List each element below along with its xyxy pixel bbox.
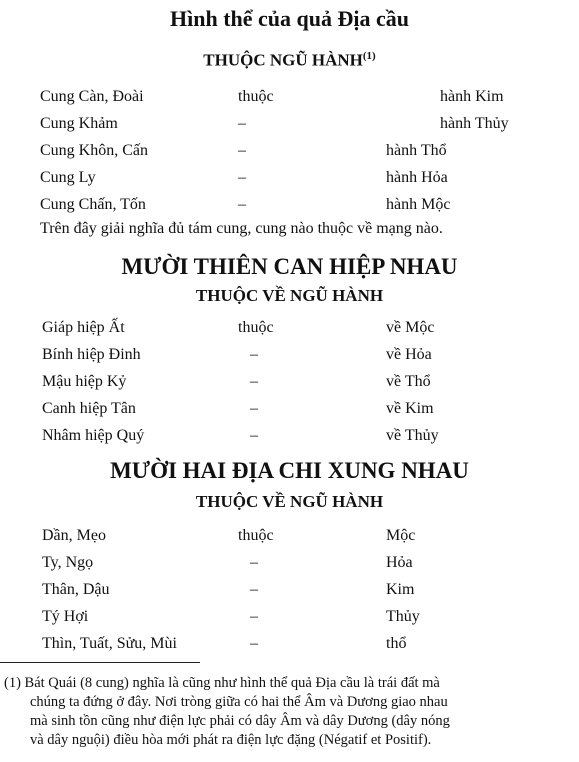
row-name: Bính hiệp Đinh — [42, 346, 141, 363]
row-name: Tý Hợi — [42, 608, 89, 625]
section3-subheading: THUỘC VỀ NGŨ HÀNH — [195, 492, 384, 511]
footnote-line: mà sinh tồn cũng như điện lực phải có dây Âm và dây Dương (dây nóng — [30, 713, 450, 729]
row-name: Ty, Ngọ — [42, 554, 94, 571]
section1-heading: THUỘC NGŨ HÀNH$^{(1)}$ — [203, 50, 376, 70]
row-mid: thuộc — [238, 527, 274, 544]
row-name: Giáp hiệp Ất — [42, 319, 125, 336]
row-mid: – — [238, 196, 246, 213]
row-name: Cung Chấn, Tốn — [40, 196, 146, 213]
footnote-line: và dây nguội) điều hòa mới phát ra điện lực đặng (Négatif et Positif). — [30, 732, 432, 748]
row-name: Cung Ly — [40, 169, 96, 186]
row-mid: – — [250, 346, 258, 363]
row-mid: – — [250, 635, 258, 652]
row-value: hành Mộc — [386, 196, 451, 213]
page-title: Hình thể của quả Địa cầu — [170, 6, 409, 31]
row-mid: – — [238, 142, 246, 159]
row-value: hành Kim — [440, 88, 504, 105]
row-mid: – — [250, 400, 258, 417]
section1-summary: Trên đây giải nghĩa đủ tám cung, cung nào thuộc về mạng nào. — [40, 220, 443, 237]
row-value: Mộc — [386, 527, 416, 544]
row-value: hành Thổ — [386, 142, 447, 159]
row-mid: thuộc — [238, 88, 274, 105]
row-name: Nhâm hiệp Quý — [42, 427, 145, 444]
row-name: Mậu hiệp Kỷ — [42, 373, 127, 390]
row-mid: – — [238, 115, 246, 132]
row-value: Thủy — [386, 608, 420, 625]
row-name: Canh hiệp Tân — [42, 400, 136, 417]
footnote-divider — [0, 662, 200, 663]
row-value: về Thổ — [386, 373, 431, 390]
section2-heading: MƯỜI THIÊN CAN HIỆP NHAU — [121, 254, 458, 279]
row-name: Cung Khảm — [40, 115, 118, 132]
row-value: về Hỏa — [386, 346, 432, 363]
row-mid: – — [250, 427, 258, 444]
row-mid: – — [250, 608, 258, 625]
row-value: về Thủy — [386, 427, 439, 444]
row-mid: – — [238, 169, 246, 186]
row-mid: – — [250, 581, 258, 598]
row-value: hành Thủy — [440, 115, 509, 132]
section3-heading: MƯỜI HAI ĐỊA CHI XUNG NHAU — [110, 458, 469, 483]
row-mid: – — [250, 373, 258, 390]
row-value: về Kim — [386, 400, 434, 417]
row-name: Cung Càn, Đoài — [40, 88, 144, 105]
row-name: Thìn, Tuất, Sửu, Mùi — [42, 635, 177, 652]
footnote-line: chúng ta đứng ở đây. Nơi tròng giữa có hai thể Âm và Dương giao nhau — [30, 694, 448, 710]
row-value: hành Hỏa — [386, 169, 448, 186]
row-name: Thân, Dậu — [42, 581, 110, 598]
row-mid: thuộc — [238, 319, 274, 336]
row-value: về Mộc — [386, 319, 435, 336]
row-name: Cung Khôn, Cấn — [40, 142, 148, 159]
footnote-line: (1) Bát Quái (8 cung) nghĩa là cũng như hình thể quả Địa cầu là trái đất mà — [4, 675, 440, 691]
row-value: Kim — [386, 581, 415, 598]
row-mid: – — [250, 554, 258, 571]
section2-subheading: THUỘC VỀ NGŨ HÀNH — [195, 286, 384, 305]
row-value: thổ — [386, 635, 407, 652]
row-value: Hỏa — [386, 554, 413, 571]
row-name: Dần, Mẹo — [42, 527, 106, 544]
